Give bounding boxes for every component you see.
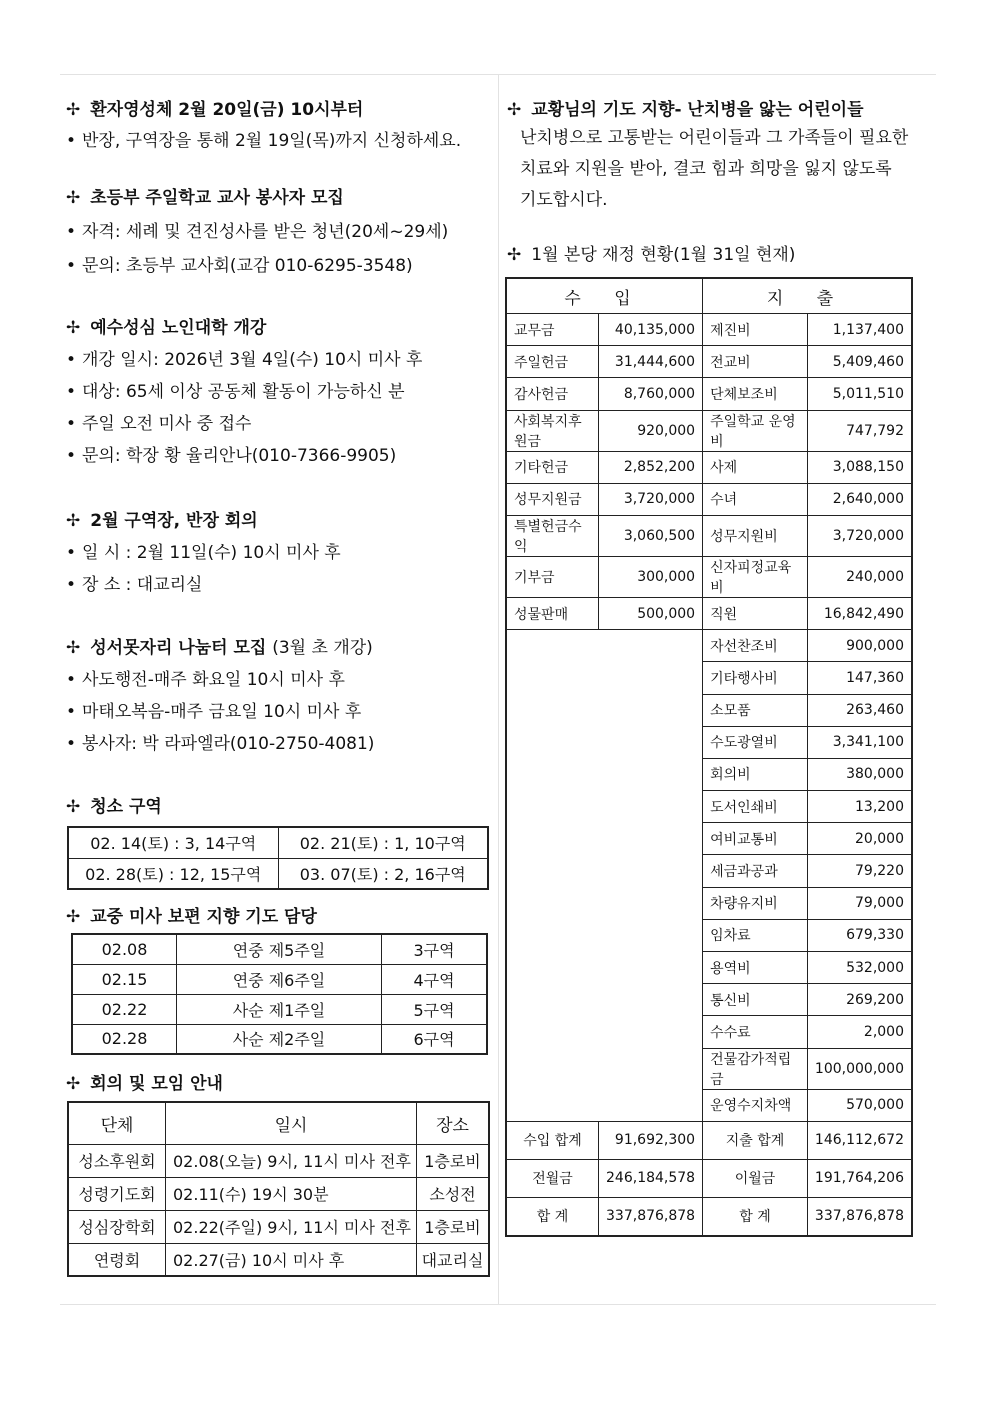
table-cell: 용역비 (703, 952, 808, 984)
cleaning-heading: ✢ 청소 구역 (66, 797, 162, 817)
table-cell: 일시 (166, 1102, 417, 1144)
list-item: • 자격: 세례 및 견진성사를 받은 청년(20세~29세) (66, 222, 449, 242)
pope-prayer-heading: ✢ 교황님의 기도 지향- 난치병을 앓는 어린이들 (507, 100, 864, 120)
table-cell: 79,220 (807, 855, 912, 887)
table-cell: 100,000,000 (807, 1048, 912, 1089)
table-cell: 13,200 (807, 791, 912, 823)
table-cell: 성심장학회 (68, 1210, 166, 1243)
list-item: • 주일 오전 미사 중 접수 (66, 414, 252, 434)
list-item: • 반장, 구역장을 통해 2월 19일(목)까지 신청하세요. (66, 131, 462, 151)
finance-heading: ✢ 1월 본당 재정 현황(1월 31일 현재) (507, 245, 796, 265)
table-cell: 사순 제2주일 (177, 1024, 382, 1054)
finance-table (505, 277, 913, 1237)
table-cell: 500,000 (599, 597, 703, 629)
table-row (506, 451, 912, 483)
table-row (506, 1159, 912, 1197)
table-cell: 79,000 (807, 887, 912, 919)
table-cell: 수도광열비 (703, 726, 808, 758)
bullet-icon: • (66, 256, 77, 276)
table-cell: 연중 제6주일 (177, 964, 382, 994)
list-item: • 일 시 : 2월 11일(수) 10시 미사 후 (66, 543, 341, 563)
table-cell: 16,842,490 (807, 597, 912, 629)
table-cell: 감사헌금 (506, 378, 599, 410)
bullet-icon: • (66, 382, 77, 402)
list-item: • 개강 일시: 2026년 3월 4일(수) 10시 미사 후 (66, 350, 423, 370)
table-cell: 147,360 (807, 662, 912, 694)
table-cell: 02.27(금) 10시 미사 후 (166, 1243, 417, 1276)
table-row (506, 483, 912, 515)
table-cell: 합 계 (703, 1197, 808, 1236)
table-cell: 운영수지차액 (703, 1089, 808, 1121)
table-row (506, 630, 912, 662)
table-cell: 장소 (417, 1102, 490, 1144)
table-cell: 02.22 (72, 994, 177, 1024)
table-row (68, 827, 488, 858)
bullet-icon: • (66, 446, 77, 466)
table-cell: 연령회 (68, 1243, 166, 1276)
table-cell: 수녀 (703, 483, 808, 515)
table-cell: 기타헌금 (506, 451, 599, 483)
table-cell: 기타행사비 (703, 662, 808, 694)
table-cell: 91,692,300 (599, 1121, 703, 1159)
table-cell: 900,000 (807, 630, 912, 662)
table-row (506, 1121, 912, 1159)
cross-icon: ✢ (507, 100, 522, 120)
list-item: • 대상: 65세 이상 공동체 활동이 가능하신 분 (66, 382, 405, 402)
table-cell: 1층로비 (417, 1144, 490, 1177)
list-item: • 문의: 초등부 교사회(교감 010-6295-3548) (66, 256, 413, 276)
table-cell: 5,409,460 (807, 346, 912, 378)
table-cell: 3,720,000 (807, 515, 912, 556)
table-cell: 회의비 (703, 758, 808, 790)
table-cell: 02.15 (72, 964, 177, 994)
table-cell: 337,876,878 (599, 1197, 703, 1236)
table-cell: 263,460 (807, 694, 912, 726)
table-cell: 단체보조비 (703, 378, 808, 410)
table-cell: 소성전 (417, 1177, 490, 1210)
table-cell: 2,640,000 (807, 483, 912, 515)
table-cell: 300,000 (599, 556, 703, 597)
table-cell: 수입 합계 (506, 1121, 599, 1159)
table-row (68, 1144, 489, 1177)
table-cell: 성령기도회 (68, 1177, 166, 1210)
table-row (506, 1197, 912, 1236)
table-cell: 146,112,672 (807, 1121, 912, 1159)
table-cell: 단체 (68, 1102, 166, 1144)
table-cell: 지 출 (703, 278, 912, 314)
table-cell: 성소후원회 (68, 1144, 166, 1177)
table-cell: 주일학교 운영비 (703, 410, 808, 451)
cross-icon: ✢ (66, 511, 81, 531)
bullet-icon: • (66, 414, 77, 434)
table-cell: 3,060,500 (599, 515, 703, 556)
table-cell: 3,341,100 (807, 726, 912, 758)
list-item: • 사도행전-매주 화요일 10시 미사 후 (66, 670, 345, 690)
list-item: • 봉사자: 박 라파엘라(010-2750-4081) (66, 734, 375, 754)
table-cell: 1,137,400 (807, 314, 912, 346)
table-cell: 679,330 (807, 919, 912, 951)
table-cell: 3구역 (382, 934, 488, 964)
table-cell: 직원 (703, 597, 808, 629)
table-cell: 통신비 (703, 984, 808, 1016)
table-cell: 수 입 (506, 278, 703, 314)
table-cell: 246,184,578 (599, 1159, 703, 1197)
cross-icon: ✢ (66, 638, 81, 658)
table-header-row (68, 1102, 489, 1144)
table-cell: 신자피정교육비 (703, 556, 808, 597)
table-row (506, 556, 912, 597)
table-row (68, 1177, 489, 1210)
table-cell: 02.22(주일) 9시, 11시 미사 전후 (166, 1210, 417, 1243)
cross-icon: ✢ (66, 797, 81, 817)
table-cell: 02.11(수) 19시 30분 (166, 1177, 417, 1210)
table-cell: 합 계 (506, 1197, 599, 1236)
patient-communion-heading: ✢ 환자영성체 2월 20일(금) 10시부터 (66, 100, 364, 120)
table-cell: 5,011,510 (807, 378, 912, 410)
table-cell: 269,200 (807, 984, 912, 1016)
table-cell: 20,000 (807, 823, 912, 855)
table-cell: 2,000 (807, 1016, 912, 1048)
leaders-meeting-heading: ✢ 2월 구역장, 반장 회의 (66, 511, 258, 531)
table-row (72, 934, 487, 964)
table-cell: 여비교통비 (703, 823, 808, 855)
table-cell: 02. 21(토) : 1, 10구역 (278, 827, 488, 858)
cross-icon: ✢ (66, 1074, 81, 1094)
table-cell: 337,876,878 (807, 1197, 912, 1236)
table-row (506, 346, 912, 378)
table-cell: 191,764,206 (807, 1159, 912, 1197)
table-cell: 전교비 (703, 346, 808, 378)
table-row (68, 1210, 489, 1243)
table-cell: 380,000 (807, 758, 912, 790)
cross-icon: ✢ (66, 188, 81, 208)
table-cell: 02.28 (72, 1024, 177, 1054)
table-cell: 6구역 (382, 1024, 488, 1054)
table-cell: 3,720,000 (599, 483, 703, 515)
table-cell: 특별헌금수익 (506, 515, 599, 556)
table-cell: 사제 (703, 451, 808, 483)
table-cell: 수수료 (703, 1016, 808, 1048)
table-cell: 사회복지후원금 (506, 410, 599, 451)
table-cell: 3,088,150 (807, 451, 912, 483)
table-cell: 대교리실 (417, 1243, 490, 1276)
table-cell: 도서인쇄비 (703, 791, 808, 823)
table-cell: 747,792 (807, 410, 912, 451)
table-row (72, 964, 487, 994)
table-row (72, 994, 487, 1024)
table-cell: 세금과공과 (703, 855, 808, 887)
table-cell: 성물판매 (506, 597, 599, 629)
table-cell: 이월금 (703, 1159, 808, 1197)
cross-icon: ✢ (66, 907, 81, 927)
table-cell: 전월금 (506, 1159, 599, 1197)
bullet-icon: • (66, 734, 77, 754)
table-cell: 주일헌금 (506, 346, 599, 378)
bullet-icon: • (66, 222, 77, 242)
table-cell: 자선찬조비 (703, 630, 808, 662)
table-row (68, 1243, 489, 1276)
prayer-duty-table (71, 933, 488, 1055)
table-cell: 지출 합계 (703, 1121, 808, 1159)
table-cell: 교무금 (506, 314, 599, 346)
table-cell: 02. 28(토) : 12, 15구역 (68, 858, 278, 889)
table-cell: 532,000 (807, 952, 912, 984)
empty-income-cell (506, 630, 703, 1122)
table-cell: 차량유지비 (703, 887, 808, 919)
table-cell: 1층로비 (417, 1210, 490, 1243)
table-cell: 8,760,000 (599, 378, 703, 410)
sunday-school-heading: ✢ 초등부 주일학교 교사 봉사자 모집 (66, 188, 344, 208)
column-divider (498, 74, 499, 1304)
table-cell: 03. 07(토) : 2, 16구역 (278, 858, 488, 889)
table-cell: 기부금 (506, 556, 599, 597)
table-row (72, 1024, 487, 1054)
table-row (506, 597, 912, 629)
bullet-icon: • (66, 575, 77, 595)
list-item: • 장 소 : 대교리실 (66, 575, 203, 595)
table-cell: 제진비 (703, 314, 808, 346)
table-cell: 920,000 (599, 410, 703, 451)
bullet-icon: • (66, 670, 77, 690)
finance-header-row (506, 278, 912, 314)
cleaning-table (67, 826, 489, 890)
table-row (68, 858, 488, 889)
table-cell: 570,000 (807, 1089, 912, 1121)
cross-icon: ✢ (507, 245, 522, 265)
table-cell: 02.08(오늘) 9시, 11시 미사 전후 (166, 1144, 417, 1177)
table-cell: 임차료 (703, 919, 808, 951)
meetings-table (67, 1101, 490, 1277)
table-row (506, 515, 912, 556)
bullet-icon: • (66, 131, 77, 151)
senior-college-heading: ✢ 예수성심 노인대학 개강 (66, 318, 267, 338)
table-row (506, 378, 912, 410)
table-cell: 성무지원비 (703, 515, 808, 556)
table-cell: 성무지원금 (506, 483, 599, 515)
table-cell: 연중 제5주일 (177, 934, 382, 964)
table-cell: 2,852,200 (599, 451, 703, 483)
meetings-heading: ✢ 회의 및 모임 안내 (66, 1074, 223, 1094)
table-cell: 5구역 (382, 994, 488, 1024)
table-cell: 02. 14(토) : 3, 14구역 (68, 827, 278, 858)
table-row (506, 410, 912, 451)
table-cell: 건물감가적립금 (703, 1048, 808, 1089)
table-cell: 소모품 (703, 694, 808, 726)
bottom-divider (60, 1304, 936, 1305)
bullet-icon: • (66, 350, 77, 370)
pope-prayer-text: 난치병으로 고통받는 어린이들과 그 가족들이 필요한 치료와 지원을 받아, 결코 힘과 희망을 잃지 않도록 기도합시다. (520, 128, 909, 210)
table-row (506, 314, 912, 346)
table-cell: 40,135,000 (599, 314, 703, 346)
prayer-duty-heading: ✢ 교중 미사 보편 지향 기도 담당 (66, 907, 317, 927)
table-cell: 31,444,600 (599, 346, 703, 378)
bible-study-heading: ✢ 성서못자리 나눔터 모집 (3월 초 개강) (66, 638, 373, 658)
table-cell: 사순 제1주일 (177, 994, 382, 1024)
cross-icon: ✢ (66, 100, 81, 120)
list-item: • 마태오복음-매주 금요일 10시 미사 후 (66, 702, 362, 722)
list-item: • 문의: 학장 황 율리안나(010-7366-9905) (66, 446, 397, 466)
table-cell: 4구역 (382, 964, 488, 994)
cross-icon: ✢ (66, 318, 81, 338)
bullet-icon: • (66, 702, 77, 722)
bullet-icon: • (66, 543, 77, 563)
table-cell: 240,000 (807, 556, 912, 597)
table-cell: 02.08 (72, 934, 177, 964)
